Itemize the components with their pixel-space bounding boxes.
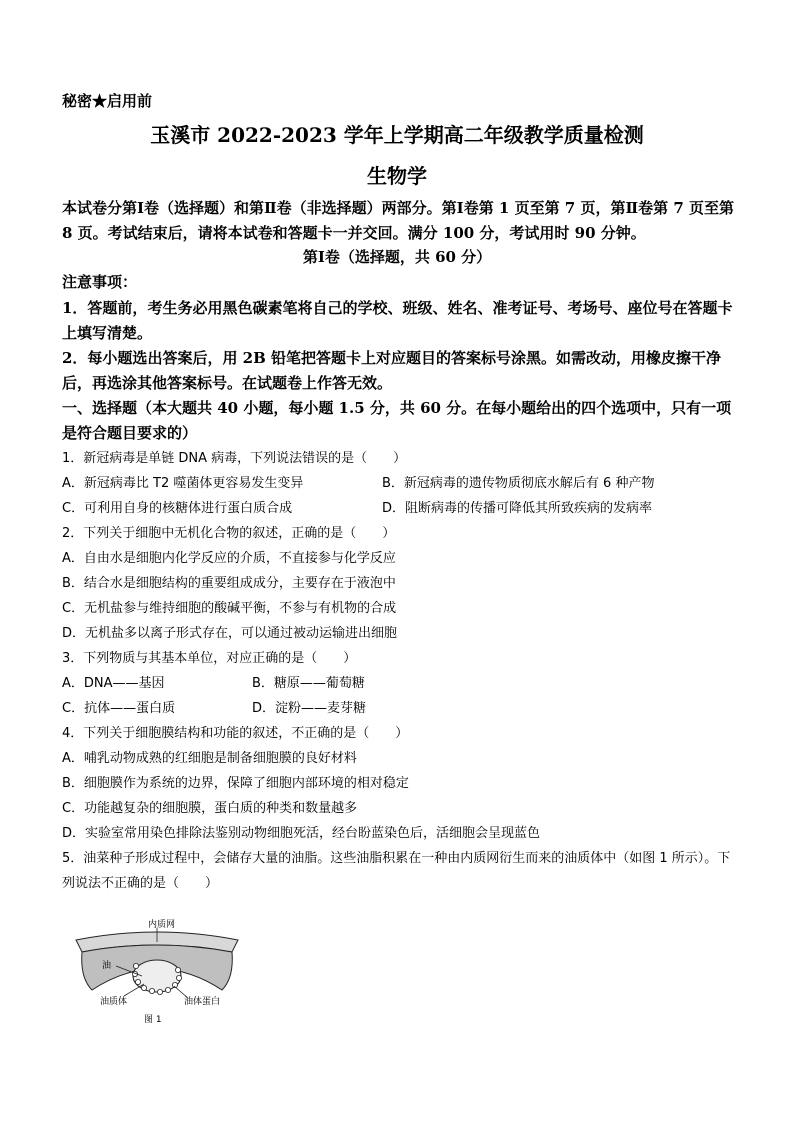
- question-2-option-b: B．结合水是细胞结构的重要组成成分，主要存在于液泡中: [62, 576, 396, 591]
- question-3-option-b: B．糖原——葡萄糖: [252, 676, 365, 691]
- question-4-option-d: D．实验室常用染色排除法鉴别动物细胞死活，经台盼蓝染色后，活细胞会呈现蓝色: [62, 826, 541, 841]
- label-oil-body-protein: 油体蛋白: [184, 997, 221, 1007]
- question-4-option-a: A．哺乳动物成熟的红细胞是制备细胞膜的良好材料: [62, 751, 357, 766]
- question-3-stem: 3．下列物质与其基本单位，对应正确的是（ ）: [62, 651, 357, 666]
- part-one-heading: 一、选择题（本大题共 40 小题，每小题 1.5 分，共 60 分。在每小题给出的四个选项中，只有一项是符合题目要求的）: [62, 399, 732, 442]
- exam-title: 玉溪市 2022-2023 学年上学期高二年级教学质量检测: [150, 123, 644, 147]
- question-2-option-c: C．无机盐参与维持细胞的酸碱平衡，不参与有机物的合成: [62, 601, 397, 616]
- question-3-options-row2: [62, 696, 734, 721]
- note-item-1: 1．答题前，考生务必用黑色碳素笔将自己的学校、班级、姓名、准考证号、考场号、座位号在答题卡上填写清楚。: [62, 299, 733, 342]
- question-4-stem: 4．下列关于细胞膜结构和功能的叙述，不正确的是（ ）: [62, 726, 409, 741]
- question-1-options-row1: [62, 471, 734, 496]
- question-2-option-d: D．无机盐多以离子形式存在，可以通过被动运输进出细胞: [62, 626, 398, 641]
- label-oil: 油: [102, 961, 112, 971]
- secret-mark: 秘密★启用前: [62, 92, 153, 110]
- question-4-option-b: B．细胞膜作为系统的边界，保障了细胞内部环境的相对稳定: [62, 776, 409, 791]
- question-5-stem: 5．油菜种子形成过程中，会储存大量的油脂。这些油脂积累在一种由内质网衍生而来的油质体中（如图 1 所示）。下列说法不正确的是（ ）: [62, 851, 731, 891]
- label-oil-body: 油质体: [100, 997, 128, 1007]
- question-1-options-row2: [62, 496, 734, 521]
- figure-1: [72, 918, 242, 1028]
- question-1-option-b: B．新冠病毒的遗传物质彻底水解后有 6 种产物: [382, 476, 655, 491]
- figure-caption: 图 1: [144, 1015, 162, 1025]
- exam-intro: 本试卷分第Ⅰ卷（选择题）和第Ⅱ卷（非选择题）两部分。第Ⅰ卷第 1 页至第 7 页，第Ⅱ卷第 7 页至第 8 页。考试结束后，请将本试卷和答题卡一并交回。满分 100 分，考试用时 90 分钟。: [62, 199, 734, 242]
- question-1-option-c: C．可利用自身的核糖体进行蛋白质合成: [62, 501, 293, 516]
- note-item-2: 2．每小题选出答案后，用 2B 铅笔把答题卡上对应题目的答案标号涂黑。如需改动，用橡皮擦干净后，再选涂其他答案标号。在试题卷上作答无效。: [62, 349, 722, 392]
- section-title: 第Ⅰ卷（选择题，共 60 分）: [302, 248, 492, 266]
- label-er: 内质网: [148, 920, 176, 930]
- question-3-options-row1: [62, 671, 734, 696]
- question-1-stem: 1．新冠病毒是单链 DNA 病毒，下列说法错误的是（ ）: [62, 451, 407, 466]
- question-1-option-a: A．新冠病毒比 T2 噬菌体更容易发生变异: [62, 476, 304, 491]
- question-4-option-c: C．功能越复杂的细胞膜，蛋白质的种类和数量越多: [62, 801, 358, 816]
- question-3-option-a: A．DNA——基因: [62, 676, 165, 691]
- question-3-option-c: C．抗体——蛋白质: [62, 701, 176, 716]
- oil-body-diagram: [72, 918, 242, 1028]
- question-2-stem: 2．下列关于细胞中无机化合物的叙述，正确的是（ ）: [62, 526, 396, 541]
- question-1-option-d: D．阻断病毒的传播可降低其所致疾病的发病率: [382, 501, 653, 516]
- notes-heading: 注意事项：: [62, 273, 138, 291]
- subject-title: 生物学: [367, 164, 427, 188]
- questions: [62, 446, 734, 896]
- question-3-option-d: D．淀粉——麦芽糖: [252, 701, 367, 716]
- question-2-option-a: A．自由水是细胞内化学反应的介质，不直接参与化学反应: [62, 551, 396, 566]
